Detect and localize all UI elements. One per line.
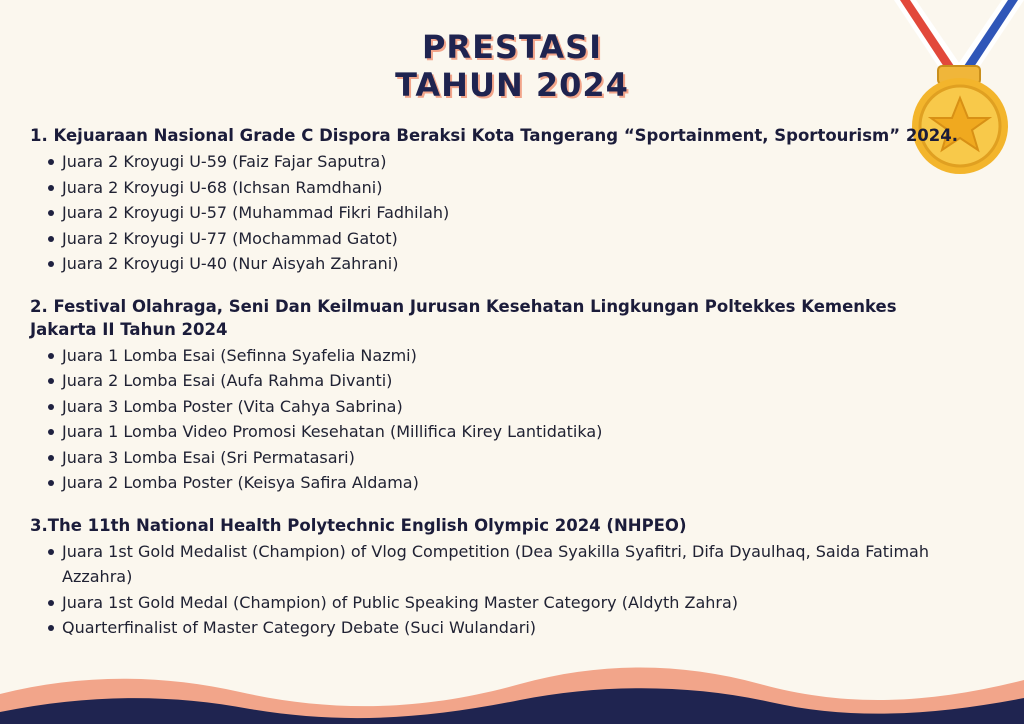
title-line-1: PRESTASI [421,28,603,66]
page-title [0,28,1024,104]
section-3 [30,514,960,641]
section-items [30,539,960,641]
achievement-list [30,124,960,659]
list-item: Juara 2 Kroyugi U-40 (Nur Aisyah Zahrani) [48,251,960,277]
list-item: Juara 3 Lomba Poster (Vita Cahya Sabrina) [48,394,960,420]
list-item: Juara 2 Kroyugi U-68 (Ichsan Ramdhani) [48,175,960,201]
section-1 [30,124,960,277]
list-item: Juara 2 Lomba Esai (Aufa Rahma Divanti) [48,368,960,394]
title-line-2: TAHUN 2024 [395,66,629,104]
section-heading: 2. Festival Olahraga, Seni Dan Keilmuan Jurusan Kesehatan Lingkungan Poltekkes Kemenkes Jakarta II Tahun 2024 [30,296,897,339]
section-heading: 1. Kejuaraan Nasional Grade C Dispora Beraksi Kota Tangerang “Sportainment, Sportourism” 2024. [30,126,959,145]
list-item: Juara 1 Lomba Esai (Sefinna Syafelia Nazmi) [48,343,960,369]
section-2 [30,295,960,496]
section-items [30,343,960,496]
list-item: Juara 3 Lomba Esai (Sri Permatasari) [48,445,960,471]
list-item: Juara 2 Kroyugi U-77 (Mochammad Gatot) [48,226,960,252]
list-item: Juara 1st Gold Medalist (Champion) of Vlog Competition (Dea Syakilla Syafitri, Difa Dyaulhaq, Saida Fatimah Azzahra) [48,539,960,590]
list-item: Juara 2 Lomba Poster (Keisya Safira Aldama) [48,470,960,496]
list-item: Juara 2 Kroyugi U-59 (Faiz Fajar Saputra) [48,149,960,175]
list-item: Juara 1 Lomba Video Promosi Kesehatan (Millifica Kirey Lantidatika) [48,419,960,445]
section-heading: 3.The 11th National Health Polytechnic English Olympic 2024 (NHPEO) [30,515,687,535]
list-item: Juara 2 Kroyugi U-57 (Muhammad Fikri Fadhilah) [48,200,960,226]
list-item: Quarterfinalist of Master Category Debate (Suci Wulandari) [48,615,960,641]
list-item: Juara 1st Gold Medal (Champion) of Public Speaking Master Category (Aldyth Zahra) [48,590,960,616]
section-items [30,149,960,277]
wave-decoration [0,654,1024,724]
